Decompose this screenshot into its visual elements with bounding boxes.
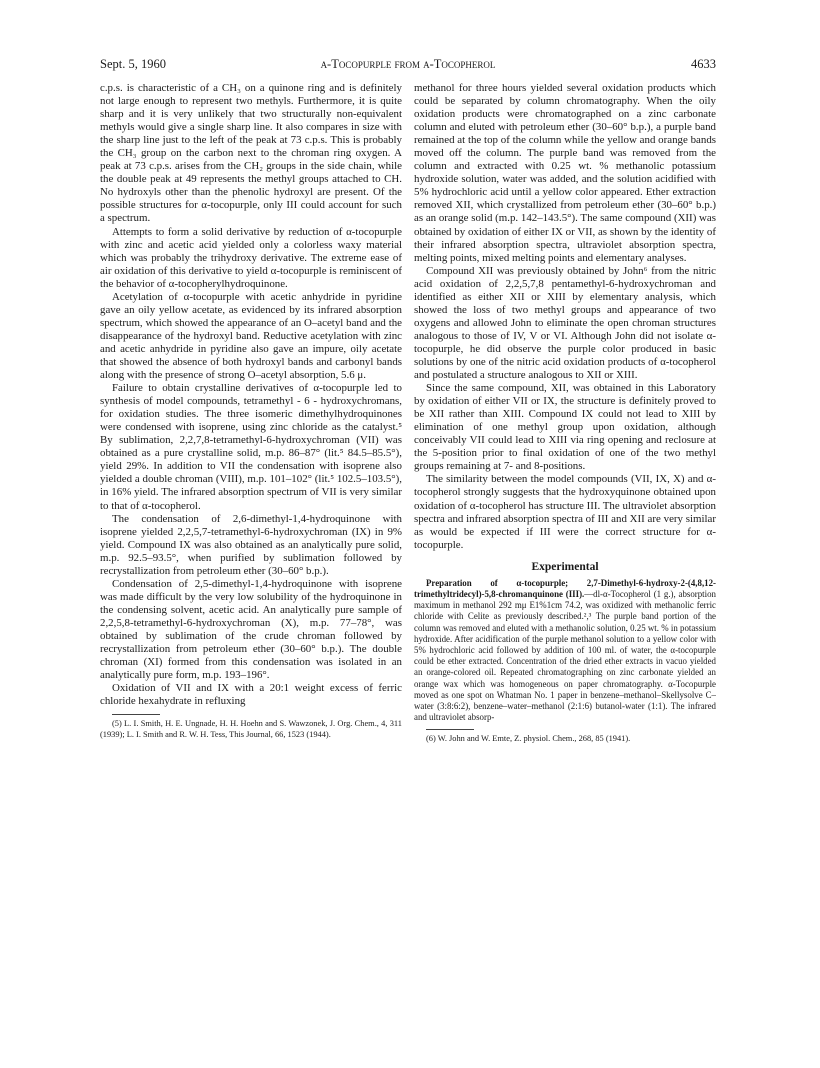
experimental-heading: Preparation of α-tocopurple; 2,7-Dimethyl-6-hydroxy-2-(4,8,12-trimethyltridecyl)-5,8-chromanquinone (III). bbox=[414, 577, 716, 599]
page-number: 4633 bbox=[691, 57, 716, 71]
body-paragraph: Compound XII was previously obtained by John⁶ from the nitric acid oxidation of 2,2,5,7,8 pentamethyl-6-hydroxychroman and identified as either XII or XIII by elementary analysis, which showed the loss of two methyl groups and appearance of two oxygens and allowed John to eliminate the open chroman structures analogous to those of IV, V or VI. Although John did not isolate α-tocopurple, he did observe the purple color produced in basic solutions by one of the nitric acid oxidation products of α-tocopherol and postulated a structure analogous to XII or XIII. bbox=[414, 264, 716, 382]
body-paragraph: Oxidation of VII and IX with a 20:1 weight excess of ferric chloride hexahydrate in refluxing bbox=[100, 682, 402, 708]
experimental-paragraph bbox=[414, 578, 716, 724]
footnote-divider bbox=[426, 729, 474, 730]
body-paragraph: Failure to obtain crystalline derivatives of α-tocopurple led to synthesis of model compounds, tetramethyl - 6 - hydroxychromans, for oxidation studies. The three isomeric dimethylhydroquinones were condensed with isoprene, using zinc chloride as the catalyst.⁵ By sublimation, 2,2,7,8-tetramethyl-6-hydroxychroman (VII) was obtained as a pure crystalline solid, m.p. 86–87° (lit.⁵ 84.5–85.5°), yield 29%. In addition to VII the condensation with isoprene also yielded a double chroman (VIII), m.p. 101–102° (lit.⁵ 102.5–103.5°), in 16% yield. The infrared absorption spectrum of VII is very similar to that of α-tocopherol. bbox=[100, 382, 402, 512]
left-column bbox=[100, 82, 402, 740]
section-title-experimental: Experimental bbox=[531, 560, 599, 573]
footnote-divider bbox=[112, 714, 160, 715]
journal-page bbox=[100, 54, 716, 1044]
body-paragraph: Attempts to form a solid derivative by reduction of α-tocopurple with zinc and acetic acid yielded only a colorless waxy material which was probably the trihydroxy derivative. The extreme ease of air oxidation of this derivative to yield α-tocopurple is reminiscent of the behavior of α-tocopherylhydroquinone. bbox=[100, 225, 402, 290]
body-paragraph: methanol for three hours yielded several oxidation products which could be separated by column chromatography. When the oily oxidation products were chromatographed on a zinc carbonate column and eluted with petroleum ether (30–60° b.p.), a purple band remained at the top of the column while the yellow and orange bands moved off the column. The purple band was removed from the column and extracted with 0.25 wt. % methanolic potassium hydroxide solution, water was added, and the solution acidified with 5% hydrochloric acid until a yellow color appeared. Ether extraction removed XII, which crystallized from petroleum ether (30–60° b.p.) as an orange solid (m.p. 142–143.5°). The same compound (XII) was obtained by oxidation of either IX or VII, as shown by the identity of their infrared absorption spectra, ultraviolet absorption spectra, melting points, mixed melting points and elementary analyses. bbox=[414, 82, 716, 264]
body-paragraph: Since the same compound, XII, was obtained in this Laboratory by oxidation of either VII or IX, the structure is definitely proved to be XII rather than XIII. Compound IX could not lead to XIII by elimination of one methyl group upon oxidation, although conceivably VII could lead to XIII via ring opening and reclosure at the 5-position prior to final oxidation of one of the two methyl groups remaining at 7- and 8-positions. bbox=[414, 382, 716, 473]
experimental-text: —dl-α-Tocopherol (1 g.), absorption maximum in methanol 292 mμ E1%1cm 74.2, was oxidized with methanolic ferric chloride with Celite as previously described.²,³ The purple band portion of the column was removed and eluted with a methanolic solution, 0.25 wt. % in potassium hydroxide. After acidification of the purple methanol solution to a yellow color with 5% hydrochloric acid followed by addition of 100 ml. of water, the α-tocopurple could be ether extracted. Concentration of the dried ether extracts in vacuo yielded an orange-colored oil. Repeated chromatographing on zinc carbonate yielded an orange wax which was homogeneous on paper chromatography. α-Tocopurple moved as one spot on Whatman No. 1 paper in benzene–methanol–Skellysolve C–water (3:8:6:2), benzene–water–methanol (2:1:6) butanol-water (1:1). The infrared and ultraviolet absorp- bbox=[414, 588, 716, 723]
body-paragraph: Acetylation of α-tocopurple with acetic anhydride in pyridine gave an oily yellow acetate, as evidenced by its infrared absorption spectrum, which showed the appearance of an O–acetyl band and the disappearance of the hydroxyl band. Reductive acetylation with zinc and acetic anhydride in pyridine also gave an impure, oily acetate that showed the absence of both hydroxyl bands and carbonyl bands along with the presence of strong O–acetyl absorption, 5.6 μ. bbox=[100, 290, 402, 382]
footnote-6: (6) W. John and W. Emte, Z. physiol. Chem., 268, 85 (1941). bbox=[426, 734, 631, 744]
body-paragraph: The similarity between the model compounds (VII, IX, X) and α-tocopherol strongly suggests that the hydroxyquinone obtained upon oxidation of α-tocopherol has structure III. The ultraviolet absorption spectra and infrared absorption spectra of III and XII are very similar as would be expected if III were the correct structure for α-tocopurple. bbox=[414, 473, 716, 551]
running-header bbox=[100, 54, 716, 74]
footnote-5: (5) L. I. Smith, H. E. Ungnade, H. H. Hoehn and S. Wawzonek, J. Org. Chem., 4, 311 (1939); L. I. Smith and R. W. H. Tess, This Journal, 66, 1523 (1944). bbox=[100, 719, 402, 739]
body-paragraph: The condensation of 2,6-dimethyl-1,4-hydroquinone with isoprene yielded 2,2,5,7-tetramethyl-6-hydroxychroman (IX) in 9% yield. Compound IX was also obtained as an analytically pure solid, m.p. 92.5–93.5°, when purified by sublimation followed by recrystallization from petroleum ether (30–60° b.p.). bbox=[100, 512, 402, 577]
header-title: α-Tocopurple from α-Tocopherol bbox=[320, 57, 496, 71]
header-date: Sept. 5, 1960 bbox=[100, 57, 166, 71]
right-column bbox=[414, 82, 716, 745]
body-paragraph: Condensation of 2,5-dimethyl-1,4-hydroquinone with isoprene was made difficult by the very low solubility of the hydroquinone in the condensing solvent, acetic acid. An analytically pure sample of 2,2,5,8-tetramethyl-6-hydroxychroman (X), m.p. 77–78°, was obtained by sublimation of the crude chroman followed by recrystallization from petroleum ether (30–60° b.p.). The double chroman (XI) formed from this condensation was isolated in an analytically pure form, m.p. 193–196°. bbox=[100, 577, 402, 682]
body-paragraph: c.p.s. is characteristic of a CH₃ on a quinone ring and is definitely not large enough to represent two methyls. Furthermore, it is quite sharp and it is very unlikely that two structurally non-equivalent methyls would give a single sharp line. It also compares in size with the sharp line just to the left of the peak at 73 c.p.s. This is probably the CH₃ group on the carbon next to the chroman ring oxygen. A peak at 73 c.p.s. arises from the CH₂ groups in the side chain, while the double peak at 49 represents the methyl groups attached to CH. No hydroxyls other than the phenolic hydroxyl are present. Of the possible structures for α-tocopurple, only III could account for such a spectrum. bbox=[100, 82, 402, 225]
